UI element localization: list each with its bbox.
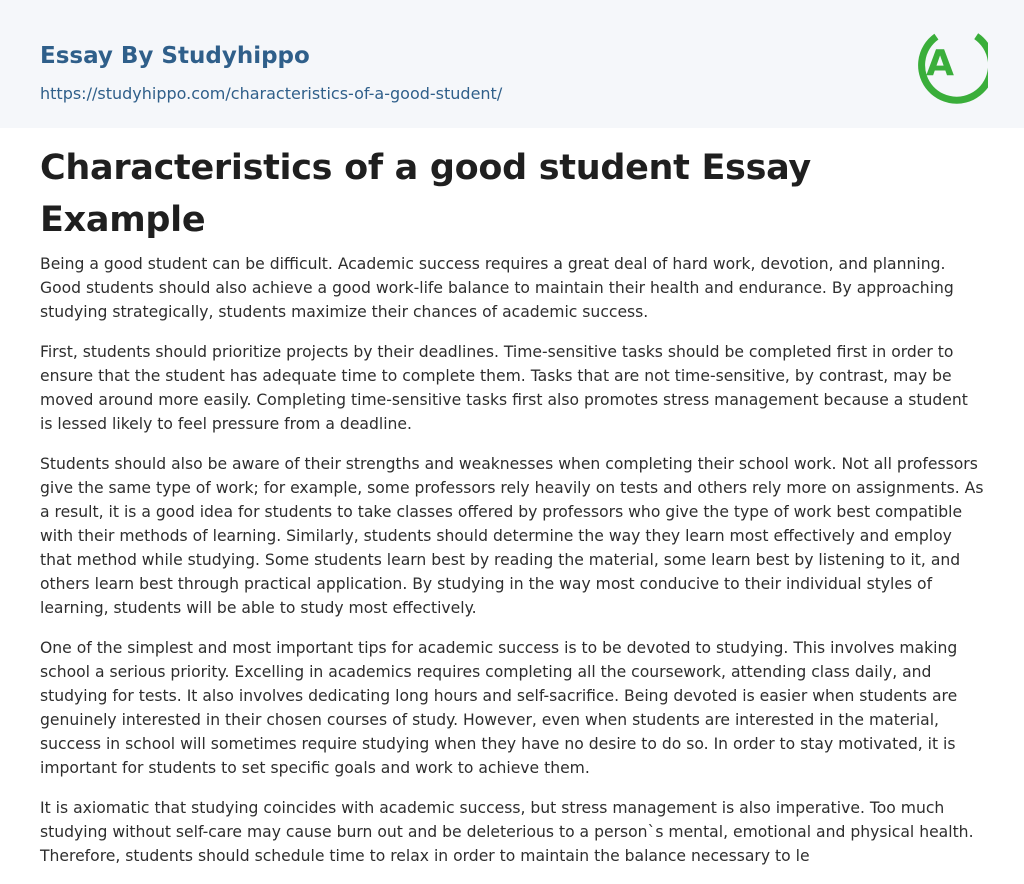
article-paragraph: It is axiomatic that studying coincides with academic success, but stress management is also imperative. Too much studying without self-care may cause burn out and be deleterious to a person`s mental, emotional and physical health. Therefore, students should schedule time to relax in order to maintain the balance necessary to le [40, 799, 974, 865]
article-url-link[interactable]: https://studyhippo.com/characteristics-of-a-good-student/ [40, 84, 503, 103]
site-header [0, 0, 1024, 128]
article-content [40, 142, 984, 884]
studyhippo-logo-icon[interactable] [912, 19, 988, 105]
article-title: Characteristics of a good student Essay Example [40, 148, 811, 240]
article-paragraph: One of the simplest and most important tips for academic success is to be devoted to studying. This involves making school a serious priority. Excelling in academics requires completing all the coursework, attending class daily, and studying for tests. It also involves dedicating long hours and self-sacrifice. Being devoted is easier when students are genuinely interested in their chosen courses of study. However, even when students are interested in the material, success in school will sometimes require studying when they have no desire to do so. In order to stay motivated, it is important for students to set specific goals and work to achieve them. [40, 639, 958, 777]
article-paragraph: Students should also be aware of their strengths and weaknesses when completing their school work. Not all professors give the same type of work; for example, some professors rely heavily on tests and others rely more on assignments. As a result, it is a good idea for students to take classes offered by professors who give the type of work best compatible with their methods of learning. Similarly, students should determine the way they learn most effectively and employ that method while studying. Some students learn best by reading the material, some learn best by listening to it, and others learn best through practical application. By studying in the way most conducive to their individual styles of learning, students will be able to study most effectively. [40, 455, 984, 617]
article-paragraph: Being a good student can be difficult. Academic success requires a great deal of hard work, devotion, and planning. Good students should also achieve a good work-life balance to maintain their health and endurance. By approaching studying strategically, students maximize their chances of academic success. [40, 255, 954, 321]
site-title[interactable]: Essay By Studyhippo [40, 43, 310, 69]
article-paragraph: First, students should prioritize projects by their deadlines. Time-sensitive tasks should be completed first in order to ensure that the student has adequate time to complete them. Tasks that are not time-sensitive, by contrast, may be moved around more easily. Completing time-sensitive tasks first also promotes stress management because a student is lessed likely to feel pressure from a deadline. [40, 343, 968, 433]
logo-letter: A [926, 43, 954, 84]
